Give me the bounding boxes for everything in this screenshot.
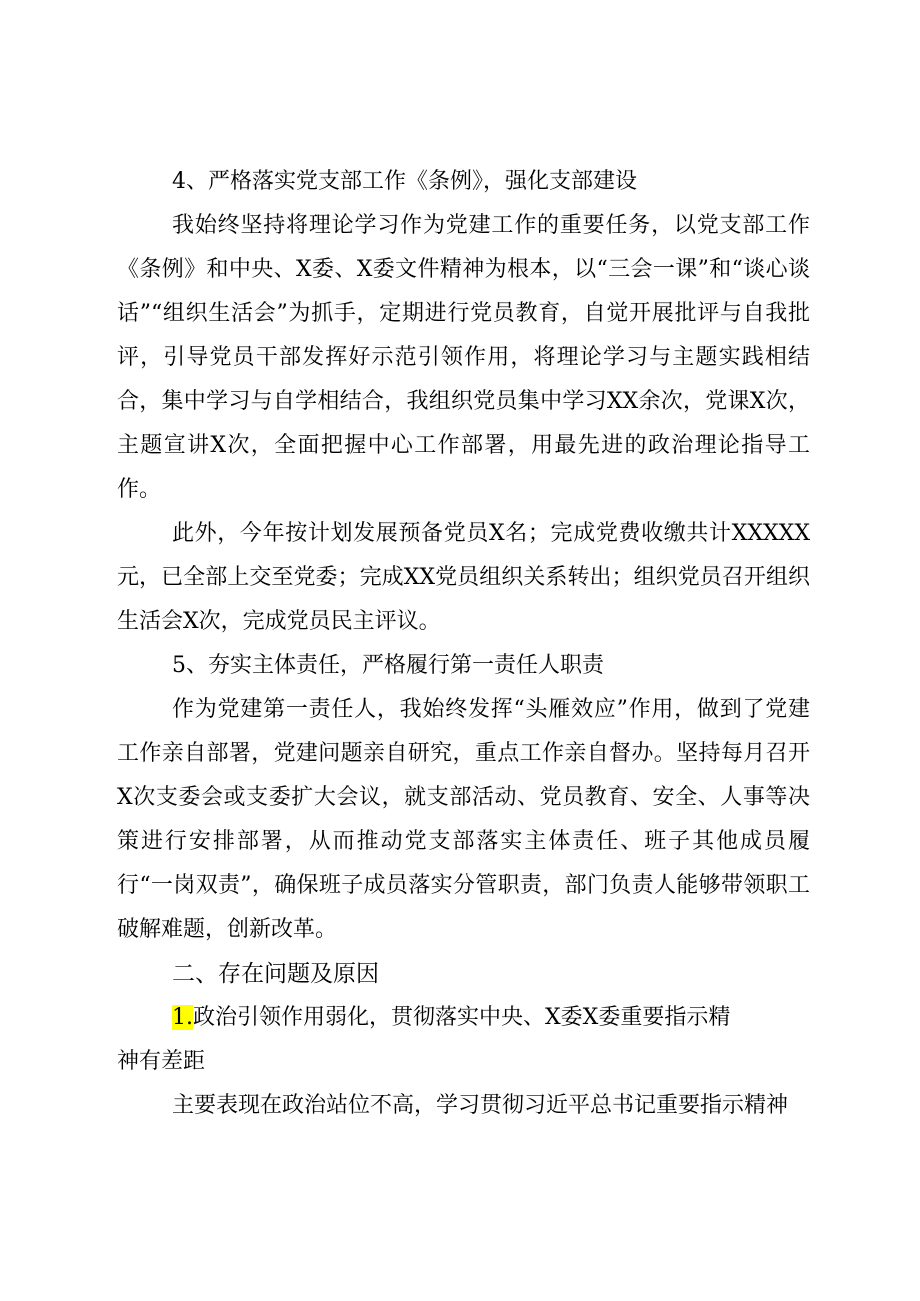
heading-item-5: 5、夯实主体责任，严格履行第一责任人职责: [172, 653, 604, 678]
section-heading-problems: 二、存在问题及原因: [172, 961, 379, 987]
paragraph-theory-study: 我始终坚持将理论学习作为党建工作的重要任务，以党支部工作《条例》和中央、X委、X委文件精神为根本，以“三会一课”和“谈心谈话”“组织生活会”为抓手，定期进行党员教育，自觉开展批评与自我批评，引导党员干部发挥好示范引领作用，将理论学习与主题实践相结合，集中学习与自学相结合，我组织党员集中学习XX余次，党课X次，主题宣讲X次，全面把握中心工作部署，用最先进的政治理论指导工作。: [117, 213, 810, 502]
subheading-item-1: [117, 996, 810, 1040]
paragraph-additional: 此外，今年按计划发展预备党员X名；完成党费收缴共计XXXXX元，已全部上交至党委；完成XX党员组织关系转出；组织党员召开组织生活会X次，完成党员民主评议。: [117, 521, 810, 634]
document-body: [117, 160, 810, 1128]
subheading-line-1: 政治引领作用弱化，贯彻落实中央、X委X委重要指示精: [193, 1005, 731, 1030]
highlighted-number: 1.: [172, 1005, 193, 1030]
subheading-line-2: 神有差距: [117, 1049, 206, 1074]
paragraph-responsibility: 作为党建第一责任人，我始终发挥“头雁效应”作用，做到了党建工作亲自部署，党建问题亲自研究，重点工作亲自督办。坚持每月召开X次支委会或支委扩大会议，就支部活动、党员教育、安全、人事等决策进行安排部署，从而推动党支部落实主体责任、班子其他成员履行“一岗双责”，确保班子成员落实分管职责，部门负责人能够带领职工破解难题，创新改革。: [117, 697, 810, 942]
paragraph-problems-intro: 主要表现在政治站位不高，学习贯彻习近平总书记重要指示精神: [172, 1093, 789, 1118]
heading-item-4: 4、严格落实党支部工作《条例》，强化支部建设: [172, 169, 637, 194]
